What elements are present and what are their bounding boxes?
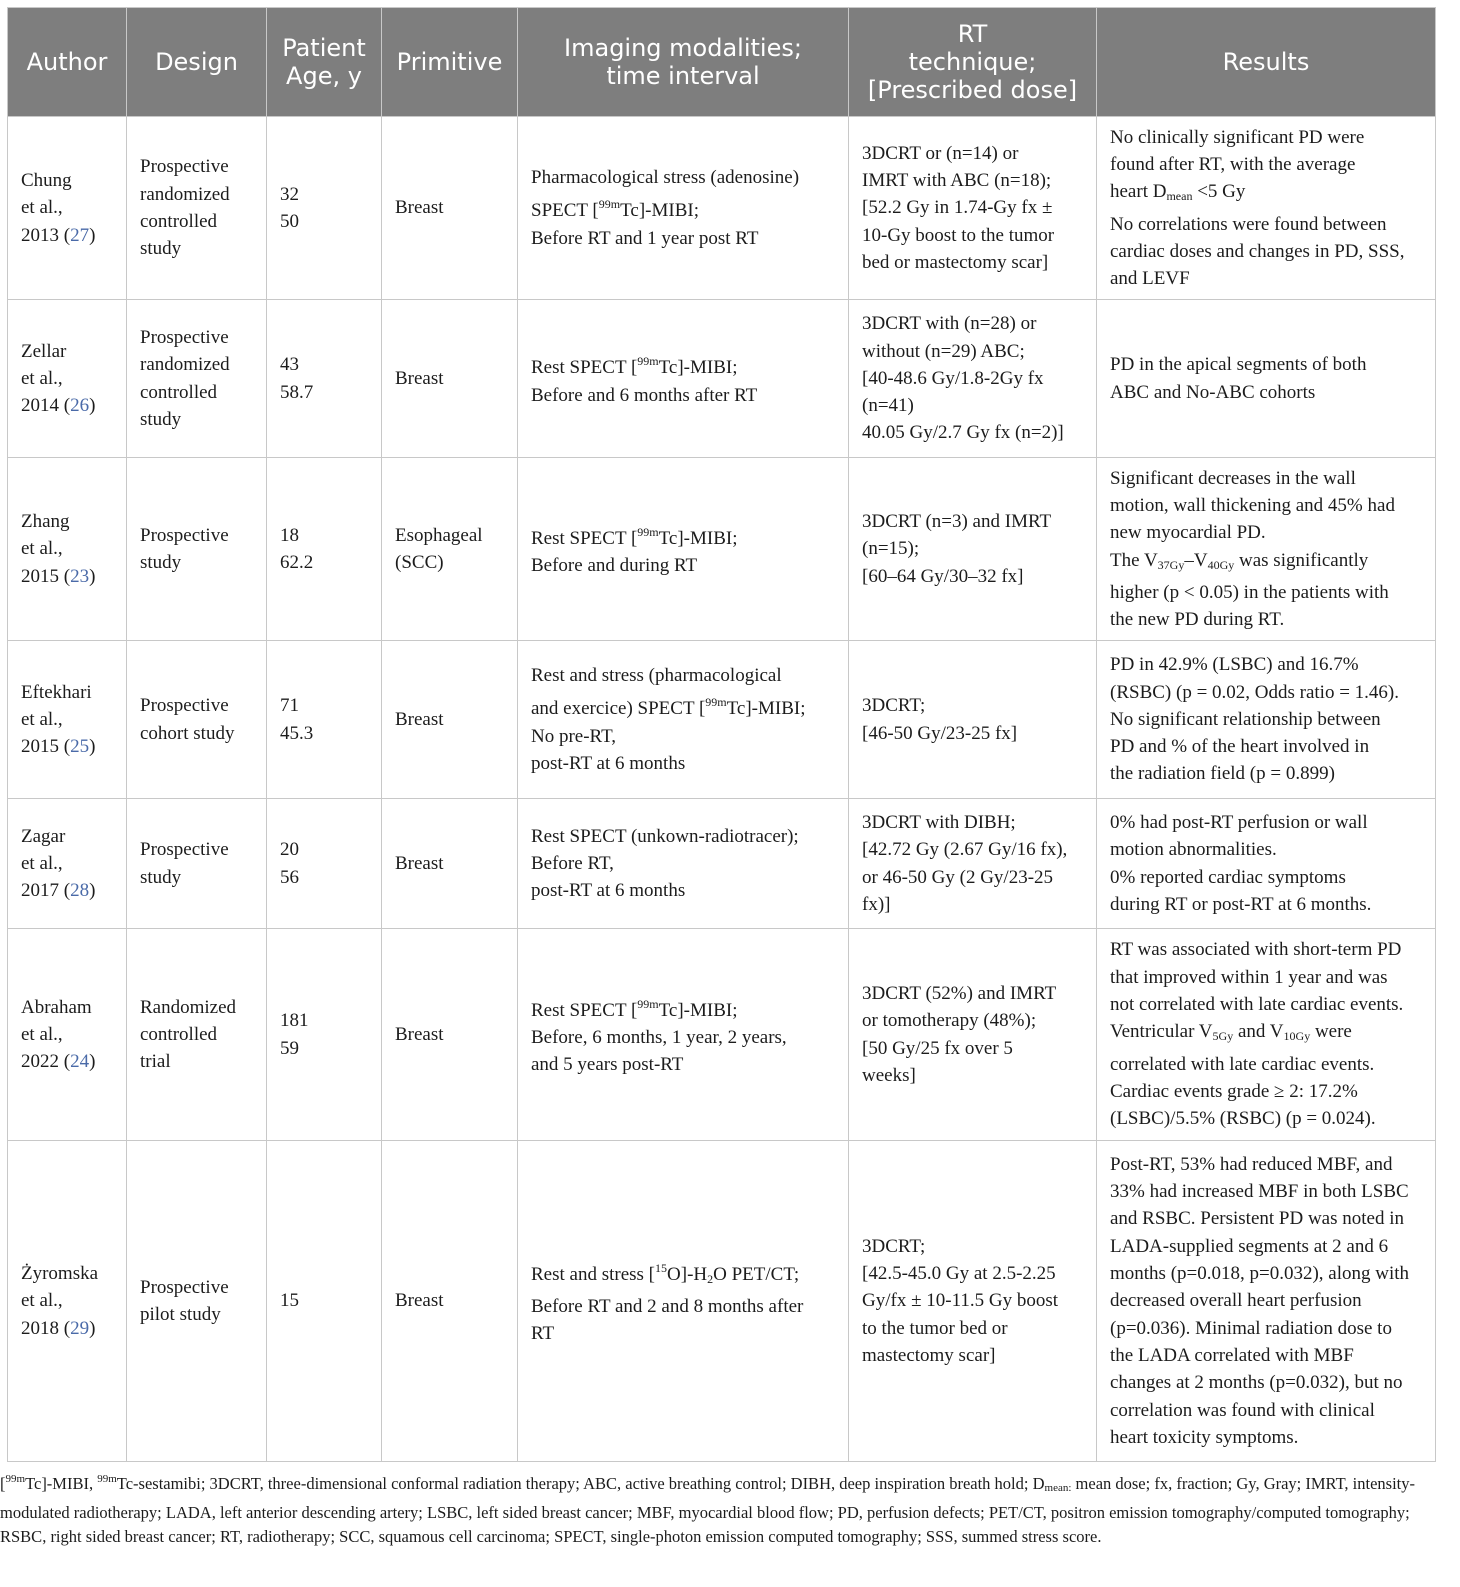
header-results: Results	[1097, 8, 1436, 117]
cell-results: PD in 42.9% (LSBC) and 16.7% (RSBC) (p = 0.02, Odds ratio = 1.46). No significant relationship between PD and % of the heart involved in the radiation field (p = 0.899)	[1097, 641, 1436, 799]
cell-primitive: Breast	[382, 641, 518, 799]
cell-primitive: Breast	[382, 117, 518, 300]
table-row	[8, 117, 1436, 300]
cell-rt: 3DCRT (n=3) and IMRT (n=15); [60–64 Gy/30–32 fx]	[849, 458, 1097, 641]
cell-author: Zellar et al., 2014 (26)	[8, 300, 127, 458]
cell-rt: 3DCRT; [46-50 Gy/23-25 fx]	[849, 641, 1097, 799]
header-row	[8, 8, 1436, 117]
cell-patient: 71 45.3	[267, 641, 382, 799]
cell-imaging: Rest SPECT [$^{99m}$Tc]-MIBI; Before, 6 months, 1 year, 2 years, and 5 years post-RT	[518, 929, 849, 1141]
reference-link[interactable]: 24	[70, 1051, 90, 1073]
cell-results: 0% had post-RT perfusion or wall motion abnormalities. 0% reported cardiac symptoms during RT or post-RT at 6 months.	[1097, 799, 1436, 929]
cell-rt: 3DCRT or (n=14) or IMRT with ABC (n=18); [52.2 Gy in 1.74-Gy fx ± 10-Gy boost to the tumor bed or mastectomy scar]	[849, 117, 1097, 300]
cell-imaging: Rest SPECT [$^{99m}$Tc]-MIBI; Before and 6 months after RT	[518, 300, 849, 458]
cell-primitive: Esophageal (SCC)	[382, 458, 518, 641]
cell-rt: 3DCRT; [42.5-45.0 Gy at 2.5-2.25 Gy/fx ± 10-11.5 Gy boost to the tumor bed or mastectomy scar]	[849, 1141, 1097, 1462]
header-primitive: Primitive	[382, 8, 518, 117]
table-row	[8, 641, 1436, 799]
cell-imaging: Pharmacological stress (adenosine) SPECT [$^{99m}$Tc]-MIBI; Before RT and 1 year post RT	[518, 117, 849, 300]
reference-link[interactable]: 25	[70, 736, 90, 758]
cell-design: Prospective randomized controlled study	[127, 300, 267, 458]
studies-table	[7, 7, 1436, 1462]
cell-patient: 18 62.2	[267, 458, 382, 641]
cell-imaging: Rest SPECT (unkown-radiotracer); Before RT, post-RT at 6 months	[518, 799, 849, 929]
cell-results: Significant decreases in the wall motion, wall thickening and 45% had new myocardial PD. The $V_{37Gy}-V_{40Gy}$ was significantly higher (p < 0.05) in the patients with the new PD during RT.	[1097, 458, 1436, 641]
table-row	[8, 799, 1436, 929]
table-row	[8, 929, 1436, 1141]
header-rt-technique: RT technique; [Prescribed dose]	[849, 8, 1097, 117]
cell-imaging: Rest SPECT [$^{99m}$Tc]-MIBI; Before and during RT	[518, 458, 849, 641]
cell-design: Prospective study	[127, 458, 267, 641]
cell-design: Prospective study	[127, 799, 267, 929]
cell-author: Abraham et al., 2022 (24)	[8, 929, 127, 1141]
table-row	[8, 458, 1436, 641]
cell-results: PD in the apical segments of both ABC and No-ABC cohorts	[1097, 300, 1436, 458]
cell-rt: 3DCRT (52%) and IMRT or tomotherapy (48%); [50 Gy/25 fx over 5 weeks]	[849, 929, 1097, 1141]
table-container	[7, 7, 1435, 1462]
table-row	[8, 300, 1436, 458]
cell-author: Eftekhari et al., 2015 (25)	[8, 641, 127, 799]
cell-imaging: Rest and stress $[^{15}O]-H_2O$ PET/CT; Before RT and 2 and 8 months after RT	[518, 1141, 849, 1462]
cell-author: Chung et al., 2013 (27)	[8, 117, 127, 300]
cell-author: Zagar et al., 2017 (28)	[8, 799, 127, 929]
header-author: Author	[8, 8, 127, 117]
cell-primitive: Breast	[382, 929, 518, 1141]
cell-results: Post-RT, 53% had reduced MBF, and 33% had increased MBF in both LSBC and RSBC. Persistent PD was noted in LADA-supplied segments at 2 and 6 months (p=0.018, p=0.032), along with decreased overall heart perfusion (p=0.036). Minimal radiation dose to the LADA correlated with MBF changes at 2 months (p=0.032), but no correlation was found with clinical heart toxicity symptoms.	[1097, 1141, 1436, 1462]
cell-primitive: Breast	[382, 1141, 518, 1462]
cell-author: Żyromska et al., 2018 (29)	[8, 1141, 127, 1462]
header-patient-age: Patient Age, y	[267, 8, 382, 117]
cell-patient: 20 56	[267, 799, 382, 929]
cell-results: No clinically significant PD were found after RT, with the average heart $D_{mean} <5$ Gy No correlations were found between cardiac doses and changes in PD, SSS, and LEVF	[1097, 117, 1436, 300]
cell-primitive: Breast	[382, 799, 518, 929]
header-design: Design	[127, 8, 267, 117]
cell-results: RT was associated with short-term PD that improved within 1 year and was not correlated with late cardiac events. Ventricular $V_{5Gy}$ and $V_{10Gy}$ were correlated with late cardiac events. Cardiac events grade ≥ 2: 17.2% (LSBC)/5.5% (RSBC) (p = 0.024).	[1097, 929, 1436, 1141]
cell-rt: 3DCRT with (n=28) or without (n=29) ABC; [40-48.6 Gy/1.8-2Gy fx (n=41) 40.05 Gy/2.7 Gy fx (n=2)]	[849, 300, 1097, 458]
cell-author: Zhang et al., 2015 (23)	[8, 458, 127, 641]
cell-design: Randomized controlled trial	[127, 929, 267, 1141]
cell-patient: 43 58.7	[267, 300, 382, 458]
table-row	[8, 1141, 1436, 1462]
header-imaging: Imaging modalities; time interval	[518, 8, 849, 117]
cell-design: Prospective pilot study	[127, 1141, 267, 1462]
cell-primitive: Breast	[382, 300, 518, 458]
reference-link[interactable]: 23	[70, 565, 90, 587]
cell-patient: 32 50	[267, 117, 382, 300]
cell-design: Prospective randomized controlled study	[127, 117, 267, 300]
cell-patient: 15	[267, 1141, 382, 1462]
table-footnote: [$^{99m}$Tc]-MIBI, $^{99m}$Tc-sestamibi; 3DCRT, three-dimensional conformal radiation therapy; ABC, active breathing control; DIBH, deep inspiration breath hold; Dmean: mean dose; fx, fraction; Gy, Gray; IMRT, intensity-modulated radiotherapy; LADA, left anterior descending artery; LSBC, left sided breast cancer; MBF, myocardial blood flow; PD, perfusion defects; PET/CT, positron emission tomography/computed tomography; RSBC, right sided breast cancer; RT, radiotherapy; SCC, squamous cell carcinoma; SPECT, single-photon emission computed tomography; SSS, summed stress score.	[0, 1473, 1415, 1546]
cell-imaging: Rest and stress (pharmacological and exercice) SPECT [$^{99m}$Tc]-MIBI; No pre-RT, post-RT at 6 months	[518, 641, 849, 799]
reference-link[interactable]: 27	[70, 224, 90, 246]
reference-link[interactable]: 29	[70, 1317, 90, 1339]
cell-rt: 3DCRT with DIBH; [42.72 Gy (2.67 Gy/16 fx), or 46-50 Gy (2 Gy/23-25 fx)]	[849, 799, 1097, 929]
cell-design: Prospective cohort study	[127, 641, 267, 799]
reference-link[interactable]: 26	[70, 395, 90, 417]
reference-link[interactable]: 28	[70, 880, 90, 902]
cell-patient: 181 59	[267, 929, 382, 1141]
